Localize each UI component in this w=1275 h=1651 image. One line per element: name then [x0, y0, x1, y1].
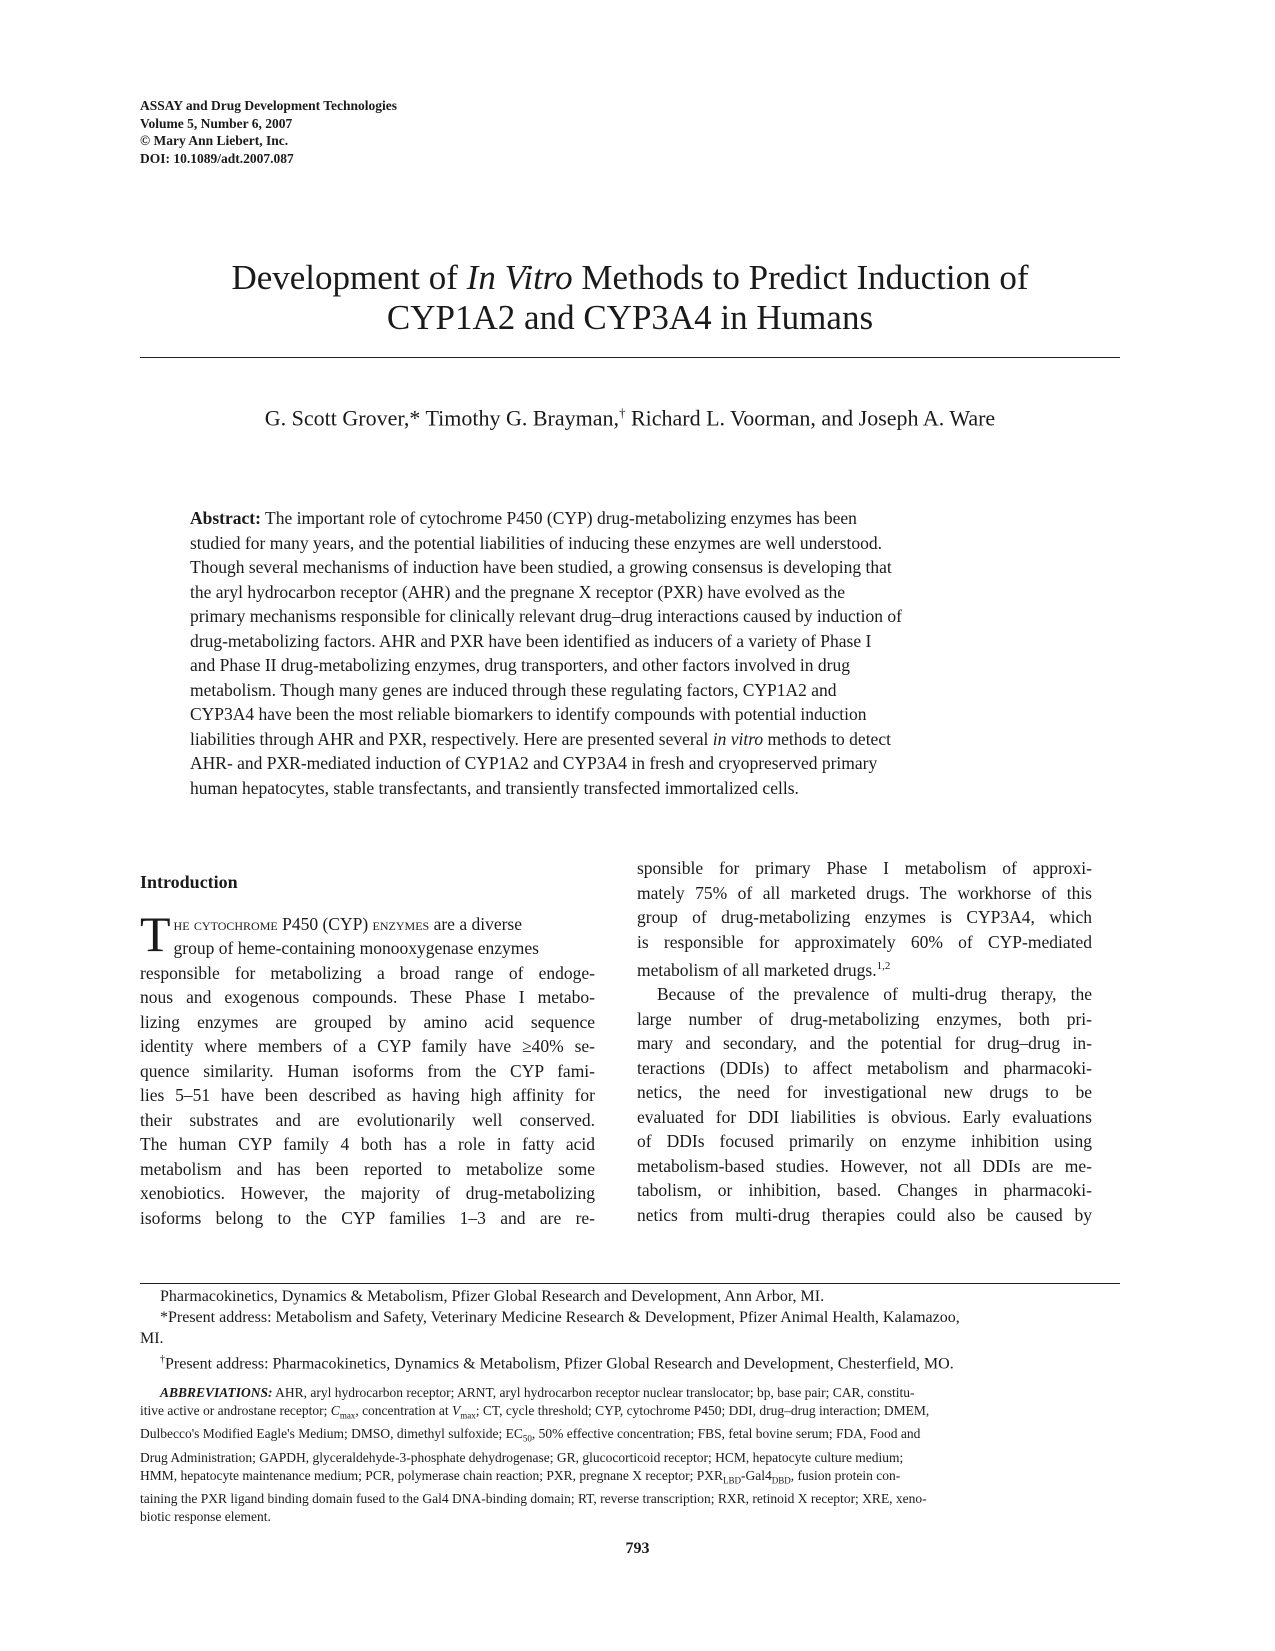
footnotes — [140, 1286, 1120, 1374]
vmax-subscript: max — [460, 1410, 476, 1421]
abbreviations-line: biotic response element. — [140, 1508, 271, 1524]
footnote-present-address: Present address: Pharmacokinetics, Dynamics & Metabolism, Pfizer Global Research and Development, Chesterfield, MO. — [165, 1355, 954, 1373]
abbreviations-text: itive active or androstane receptor; — [140, 1402, 331, 1418]
lbd-subscript: LBD — [722, 1475, 741, 1486]
abbreviations-text: ; CT, cycle threshold; CYP, cytochrome P450; DDI, drug–drug interaction; DMEM, — [475, 1402, 930, 1418]
body-line: lies 5–51 have been described as having high affinity for — [140, 1085, 595, 1105]
body-line: The human CYP family 4 both has a role in fatty acid — [140, 1134, 595, 1154]
body-line: is responsible for approximately 60% of CYP-mediated — [637, 931, 1092, 952]
abstract-line: and Phase II drug-metabolizing enzymes, drug transporters, and other factors involved in drug — [190, 655, 850, 675]
abstract-line: primary mechanisms responsible for clinically relevant drug–drug interactions caused by induction of — [190, 606, 902, 626]
body-line: Because of the prevalence of multi-drug therapy, the — [657, 984, 1092, 1005]
abbreviations-text: HMM, hepatocyte maintenance medium; PCR, polymerase chain reaction; PXR, pregnane X receptor; PXR — [140, 1467, 723, 1483]
body-line: group of drug-metabolizing enzymes is CYP3A4, which — [637, 907, 1092, 927]
title-line-2: CYP1A2 and CYP3A4 in Humans — [386, 298, 874, 337]
article-title — [140, 258, 1120, 338]
abstract-line: methods to detect — [763, 728, 891, 749]
abbreviations-text: AHR, aryl hydrocarbon receptor; ARNT, aryl hydrocarbon receptor nuclear translocator; bp, base pair; CAR, constitu- — [272, 1385, 915, 1400]
body-line: netics from multi-drug therapies could also be caused by — [637, 1204, 1092, 1225]
title-italic: In Vitro — [466, 258, 573, 297]
footnote-present-address-cont: MI. — [140, 1330, 164, 1347]
body-line: teractions (DDIs) to affect metabolism and pharmacoki- — [637, 1057, 1092, 1078]
body-text: are a diverse — [429, 913, 522, 934]
cmax-symbol: C — [330, 1402, 340, 1418]
abstract-line: CYP3A4 have been the most reliable biomarkers to identify compounds with potential induction — [190, 704, 867, 724]
body-line: xenobiotics. However, the majority of drug-metabolizing — [140, 1183, 595, 1203]
title-divider — [140, 357, 1120, 358]
abstract-line: Though several mechanisms of induction have been studied, a growing consensus is developing that — [190, 557, 892, 577]
journal-name: ASSAY and Drug Development Technologies — [140, 98, 398, 113]
title-part: Development of — [231, 258, 467, 297]
vmax-symbol: V — [452, 1402, 461, 1418]
footnote-affiliation: Pharmacokinetics, Dynamics & Metabolism, Pfizer Global Research and Development, Ann Arbor, MI. — [160, 1288, 825, 1305]
abbreviations-text: , fusion protein con- — [790, 1467, 901, 1483]
body-line: responsible for metabolizing a broad range of endoge- — [140, 962, 595, 983]
body-line: tabolism, or inhibition, based. Changes in pharmacoki- — [637, 1180, 1092, 1201]
body-line: lizing enzymes are grouped by amino acid sequence — [140, 1011, 595, 1032]
small-caps-text: he cytochrome — [173, 913, 278, 934]
abstract-line: metabolism. Though many genes are induced through these regulating factors, CYP1A2 and — [190, 679, 837, 700]
body-line: their substrates and are evolutionarily well conserved. — [140, 1109, 595, 1130]
body-text: metabolism of all marketed drugs. — [637, 959, 877, 980]
abstract-line: the aryl hydrocarbon receptor (AHR) and the pregnane X receptor (PXR) have evolved as the — [190, 581, 846, 602]
abbreviations-line: Drug Administration; GAPDH, glyceraldehyde-3-phosphate dehydrogenase; GR, glucocorticoid receptor; HCM, hepatocyte culture medium; — [140, 1449, 904, 1465]
body-line: mary and secondary, and the potential for drug–drug in- — [637, 1033, 1092, 1054]
journal-info — [140, 97, 397, 167]
small-caps-text: enzymes — [372, 913, 430, 934]
abstract-line: studied for many years, and the potential liabilities of inducing these enzymes are well understood. — [190, 532, 883, 553]
body-line: metabolism and has been reported to metabolize some — [140, 1158, 595, 1179]
footnote-present-address: *Present address: Metabolism and Safety, Veterinary Medicine Research & Development, Pfizer Animal Health, Kalamazoo, — [160, 1309, 960, 1326]
author-list — [140, 400, 1120, 431]
abstract-label: Abstract: — [190, 508, 261, 528]
abstract — [190, 506, 1070, 800]
abbreviations-text: , concentration at — [355, 1402, 453, 1418]
dagger-mark: † — [618, 405, 626, 420]
abstract-line: human hepatocytes, stable transfectants, and transiently transfected immortalized cells. — [190, 777, 799, 798]
abbreviations-text: -Gal4 — [740, 1467, 772, 1483]
author-voorman-ware: Richard L. Voorman, and Joseph A. Ware — [625, 405, 996, 431]
abbreviations-line: taining the PXR ligand binding domain fused to the Gal4 DNA-binding domain; RT, reverse transcription; RXR, retinoid X receptor; XRE, xeno- — [140, 1491, 927, 1507]
drop-cap: T — [140, 905, 171, 962]
abbreviations-text: , 50% effective concentration; FBS, fetal bovine serum; FDA, Food and — [531, 1426, 921, 1442]
body-text: P450 (CYP) — [277, 913, 373, 934]
body-line: large number of drug-metabolizing enzymes, both pri- — [637, 1008, 1092, 1029]
abbreviations-text: Dulbecco's Modified Eagle's Medium; DMSO, dimethyl sulfoxide; EC — [140, 1426, 523, 1442]
body-line: isoforms belong to the CYP families 1–3 and are re- — [140, 1207, 595, 1228]
journal-doi: DOI: 10.1089/adt.2007.087 — [140, 150, 294, 166]
dagger-mark: † — [160, 1354, 165, 1365]
citation-ref: 1,2 — [876, 960, 891, 972]
section-heading: Introduction — [140, 872, 238, 892]
body-line: netics, the need for investigational new drugs to be — [637, 1082, 1092, 1103]
body-line: quence similarity. Human isoforms from the CYP fami- — [140, 1060, 595, 1081]
body-line: of DDIs focused primarily on enzyme inhibition using — [637, 1131, 1092, 1152]
abstract-italic: in vitro — [712, 728, 764, 749]
abstract-line: The important role of cytochrome P450 (CYP) drug-metabolizing enzymes has been — [260, 508, 857, 528]
dbd-subscript: DBD — [771, 1475, 791, 1486]
author-grover: G. Scott Grover,* — [264, 405, 421, 431]
cmax-subscript: max — [339, 1410, 356, 1421]
intro-column-right — [637, 856, 1092, 1227]
body-line: evaluated for DDI liabilities is obvious. Early evaluations — [637, 1106, 1092, 1127]
title-part: Methods to Predict Induction of — [572, 258, 1029, 297]
body-line: metabolism-based studies. However, not all DDIs are me- — [637, 1155, 1092, 1176]
body-line: identity where members of a CYP family have ≥40% se- — [140, 1036, 595, 1056]
abbreviations — [140, 1384, 1120, 1526]
body-line: sponsible for primary Phase I metabolism of approxi- — [637, 858, 1092, 878]
body-line: mately 75% of all marketed drugs. The workhorse of this — [637, 882, 1092, 903]
journal-volume: Volume 5, Number 6, 2007 — [140, 115, 293, 131]
abstract-line: AHR- and PXR-mediated induction of CYP1A2 and CYP3A4 in fresh and cryopreserved primary — [190, 753, 878, 773]
intro-column-left — [140, 870, 595, 1230]
author-brayman: Timothy G. Brayman, — [425, 405, 619, 431]
page-number: 793 — [625, 1540, 650, 1557]
body-line: group of heme-containing monooxygenase enzymes — [173, 938, 539, 958]
footnote-divider — [140, 1283, 1120, 1284]
abbreviations-label: ABBREVIATIONS: — [160, 1385, 273, 1400]
ec50-subscript: 50 — [522, 1433, 532, 1444]
abstract-line: liabilities through AHR and PXR, respectively. Here are presented several — [190, 728, 713, 749]
body-line: nous and exogenous compounds. These Phase I metabo- — [140, 987, 595, 1007]
abstract-line: drug-metabolizing factors. AHR and PXR have been identified as inducers of a variety of Phase I — [190, 630, 872, 651]
journal-copyright: © Mary Ann Liebert, Inc. — [140, 133, 289, 148]
